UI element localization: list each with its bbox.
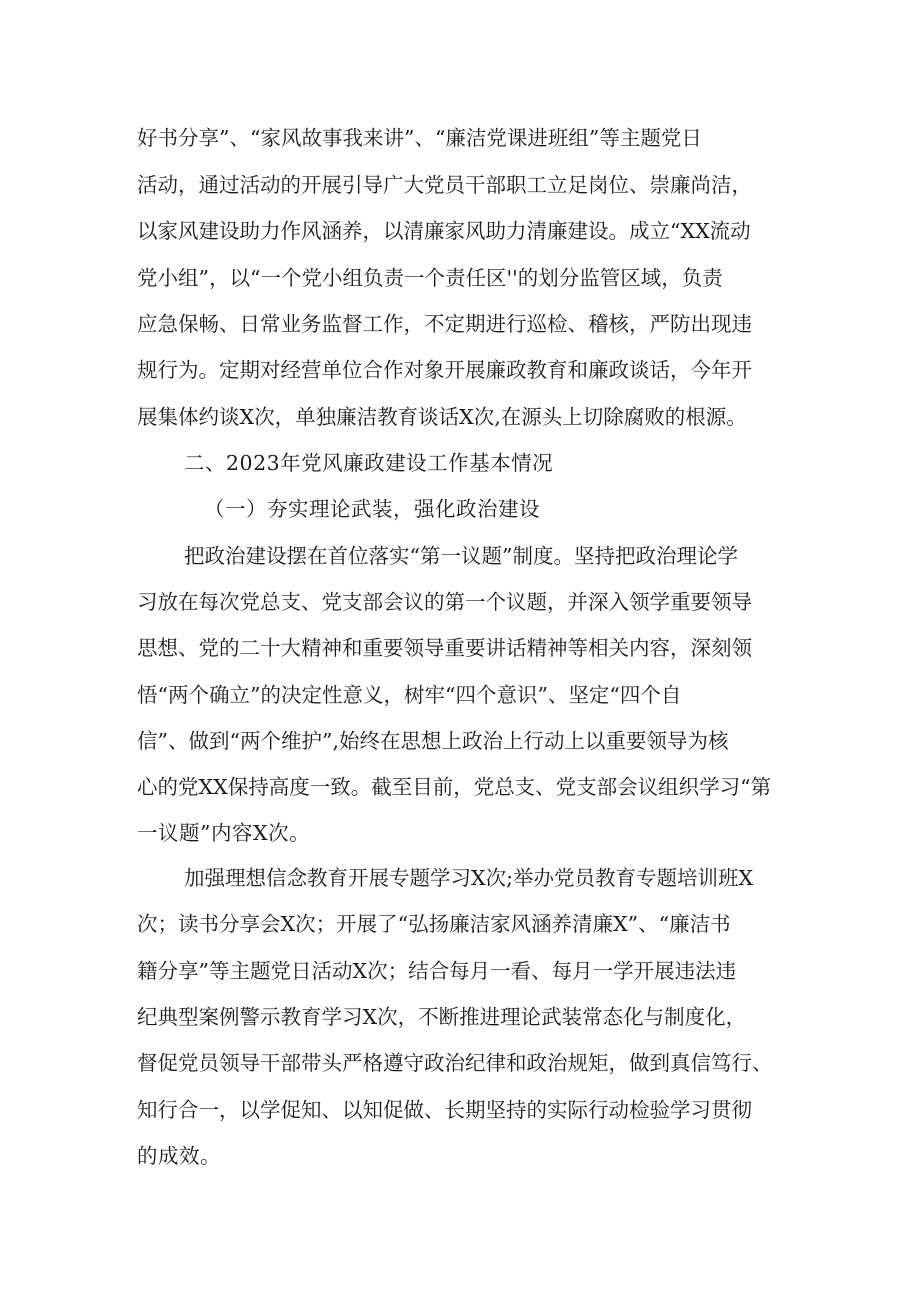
- text-line: 籍分享”等主题党日活动X次；结合每月一看、每月一学开展违法违: [137, 959, 737, 983]
- text-line: 展集体约谈X次，单独廉洁教育谈话X次,在源头上切除腐败的根源。: [137, 405, 747, 429]
- text-line: 心的党XX保持高度一致。截至目前，党总支、党支部会议组织学习“第: [137, 775, 772, 799]
- section-heading: 二、2023年党风廉政建设工作基本情况: [184, 451, 554, 475]
- text-line: 党小组”，以“一个党小组负责一个责任区''的划分监管区域，负责: [137, 266, 723, 290]
- text-line: 知行合一，以学促知、以知促做、长期坚持的实际行动检验学习贯彻: [137, 1098, 752, 1122]
- text-line: 加强理想信念教育开展专题学习X次;举办党员教育专题培训班X: [184, 866, 754, 890]
- text-line: 次；读书分享会X次；开展了“弘扬廉洁家风涵养清廉X”、“廉洁书: [137, 912, 731, 936]
- text-line: 应急保畅、日常业务监督工作，不定期进行巡检、稽核，严防出现违: [137, 312, 752, 336]
- text-line: 督促党员领导干部带头严格遵守政治纪律和政治规矩，做到真信笃行、: [137, 1051, 773, 1075]
- text-line: 规行为。定期对经营单位合作对象开展廉政教育和廉政谈话，今年开: [137, 358, 752, 382]
- text-line: 习放在每次党总支、党支部会议的第一个议题，并深入领学重要领导: [137, 590, 752, 614]
- text-line: 一议题”内容X次。: [137, 821, 311, 845]
- text-line: 思想、党的二十大精神和重要领导重要讲话精神等相关内容，深刻领: [137, 636, 752, 660]
- text-line: 悟“两个确立”的决定性意义，树牢“四个意识”、坚定“四个自: [137, 683, 682, 707]
- text-line: 以家风建设助力作风涵养，以清廉家风助力清廉建设。成立“XX流动: [137, 219, 751, 243]
- text-line: 把政治建设摆在首位落实“第一议题”制度。坚持把政治理论学: [184, 544, 738, 568]
- text-line: 的成效。: [137, 1144, 221, 1168]
- text-line: 纪典型案例警示教育学习X次，不断推进理论武装常态化与制度化，: [137, 1005, 747, 1029]
- subsection-heading: （一）夯实理论武装，强化政治建设: [204, 497, 540, 521]
- text-line: 活动，通过活动的开展引导广大党员干部职工立足岗位、崇廉尚洁，: [137, 173, 752, 197]
- text-line: 好书分享”、“家风故事我来讲”、“廉洁党课进班组”等主题党日: [137, 126, 702, 150]
- text-line: 信”、做到“两个维护”,始终在思想上政治上行动上以重要领导为核: [137, 729, 729, 753]
